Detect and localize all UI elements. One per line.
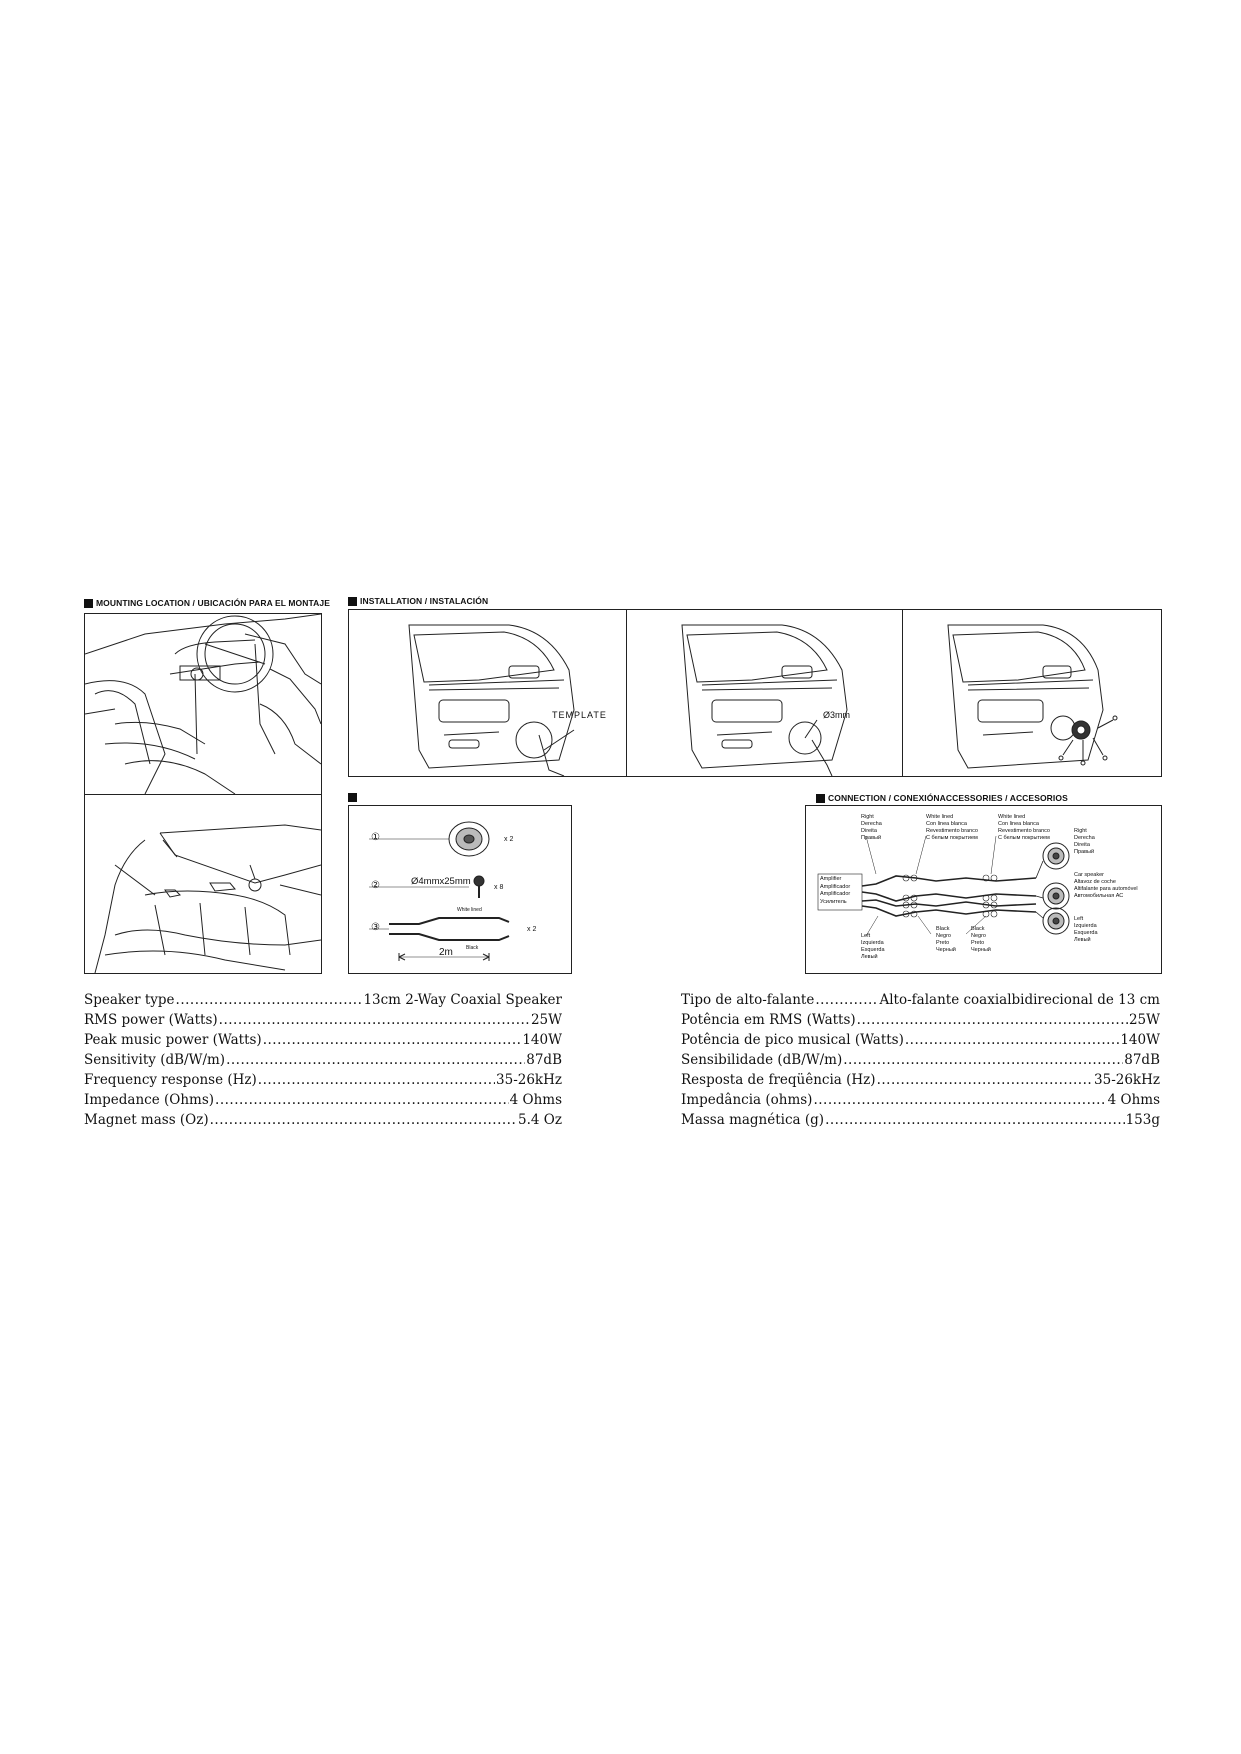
drill-label: Ø3mm <box>823 710 850 720</box>
spec-row <box>681 990 1160 1010</box>
item-3-white-label: White lined <box>457 907 482 913</box>
spec-value: 87dB <box>1124 1052 1160 1068</box>
installation-header <box>348 596 488 606</box>
car-speaker-en: Car speaker <box>1074 872 1104 878</box>
right-top-pt: Direita <box>861 828 877 834</box>
white-lined-1-es: Con linea blanca <box>926 821 967 827</box>
item-1-qty: x 2 <box>504 836 514 843</box>
white-lined-2-es: Con linea blanca <box>998 821 1039 827</box>
connection-header <box>816 793 1068 803</box>
spec-row <box>681 1030 1160 1050</box>
spec-label: Potência em RMS (Watts) <box>681 1012 856 1028</box>
amplifier-ru: Усилитель <box>820 898 847 905</box>
black-2-pt: Preto <box>971 940 985 946</box>
spec-label: Impedance (Ohms) <box>84 1092 215 1108</box>
spec-label: Massa magnética (g) <box>681 1112 825 1128</box>
white-lined-label-2 <box>998 814 1050 842</box>
right-side-pt: Direita <box>1074 842 1090 848</box>
right-side-es: Derecha <box>1074 835 1095 841</box>
black-1-es: Negro <box>936 933 951 939</box>
spec-label: Resposta de freqüência (Hz) <box>681 1072 876 1088</box>
white-lined-2-en: White lined <box>998 814 1026 820</box>
spec-value: 140W <box>522 1032 562 1048</box>
spec-row <box>681 1070 1160 1090</box>
spec-value: 153g <box>1125 1112 1160 1128</box>
car-speaker-label <box>1074 872 1138 900</box>
spec-row <box>84 1070 562 1090</box>
spec-label: RMS power (Watts) <box>84 1012 218 1028</box>
left-side-pt: Esquerda <box>1074 930 1098 936</box>
amplifier-pt: Amplificador <box>820 891 851 897</box>
spec-label: Sensitivity (dB/W/m) <box>84 1052 226 1068</box>
amplifier-label <box>820 876 850 906</box>
spec-label: Magnet mass (Oz) <box>84 1112 209 1128</box>
spec-value: 25W <box>1128 1012 1160 1028</box>
left-bottom-es: Izquierda <box>861 940 884 946</box>
right-side-en: Right <box>1074 828 1087 834</box>
spec-label: Sensibilidade (dB/W/m) <box>681 1052 843 1068</box>
spec-row <box>681 1110 1160 1130</box>
black-label-1 <box>936 926 956 954</box>
car-speaker-ru: Автомобильная АС <box>1074 893 1124 899</box>
spec-row <box>84 1050 562 1070</box>
mounting-header-text: MOUNTING LOCATION / UBICACIÓN PARA EL MONTAJE <box>96 598 330 608</box>
spec-label: Tipo de alto-falante <box>681 992 815 1008</box>
header-square-icon <box>816 794 825 803</box>
connection-panel <box>805 805 1162 974</box>
spec-value: 5.4 Oz <box>518 1112 562 1128</box>
right-top-en: Right <box>861 814 874 820</box>
item-1-number: ① <box>371 832 380 843</box>
template-label: TEMPLATE <box>552 710 607 720</box>
spec-value: 4 Ohms <box>509 1092 562 1108</box>
spec-row <box>84 1030 562 1050</box>
car-speaker-pt: Altifalante para automóvel <box>1074 886 1138 892</box>
left-bottom-label <box>861 933 885 961</box>
left-side-en: Left <box>1074 916 1084 922</box>
spec-value: 13cm 2-Way Coaxial Speaker <box>363 992 562 1008</box>
header-square-icon <box>348 793 357 802</box>
connection-header-text: CONNECTION / CONEXIÓNACCESSORIES / ACCESORIOS <box>828 793 1068 803</box>
header-square-icon <box>84 599 93 608</box>
spec-row <box>84 1010 562 1030</box>
white-lined-1-ru: С белым покрытием <box>926 835 978 841</box>
specs-english <box>84 990 562 1130</box>
spec-row <box>681 1050 1160 1070</box>
left-bottom-ru: Левый <box>861 954 878 960</box>
right-side-label <box>1074 828 1095 856</box>
left-bottom-en: Left <box>861 933 871 939</box>
left-side-label <box>1074 916 1098 944</box>
item-3-qty: x 2 <box>527 926 537 933</box>
right-top-label <box>861 814 882 842</box>
header-square-icon <box>348 597 357 606</box>
white-lined-1-en: White lined <box>926 814 954 820</box>
black-label-2 <box>971 926 991 954</box>
specs-portuguese <box>681 990 1160 1130</box>
accessories-panel <box>348 805 572 974</box>
installation-step-1 <box>348 609 628 777</box>
spec-row <box>681 1010 1160 1030</box>
black-2-en: Black <box>971 926 985 932</box>
black-2-ru: Черный <box>971 947 991 953</box>
spec-label: Speaker type <box>84 992 175 1008</box>
item-2-qty: x 8 <box>494 884 504 891</box>
black-2-es: Negro <box>971 933 986 939</box>
item-2-number: ② <box>371 880 380 891</box>
item-3-black-label: Black <box>466 945 479 951</box>
spec-value: 87dB <box>526 1052 562 1068</box>
accessories-header <box>348 793 360 802</box>
spec-label: Peak music power (Watts) <box>84 1032 262 1048</box>
black-1-pt: Preto <box>936 940 950 946</box>
mounting-rear-illustration <box>84 794 322 974</box>
cable-length: 2m <box>439 947 453 958</box>
left-side-es: Izquierda <box>1074 923 1097 929</box>
installation-header-text: INSTALLATION / INSTALACIÓN <box>360 596 489 606</box>
mounting-header <box>84 598 330 608</box>
right-top-ru: Правый <box>861 835 882 841</box>
spec-row <box>84 990 562 1010</box>
spec-label: Frequency response (Hz) <box>84 1072 257 1088</box>
spec-value: 140W <box>1120 1032 1160 1048</box>
installation-step-3 <box>902 609 1162 777</box>
amplifier-en: Amplifier <box>820 876 842 882</box>
spec-value: 35-26kHz <box>496 1072 562 1088</box>
amplifier-es: Amplificador <box>820 883 851 890</box>
left-bottom-pt: Esquerda <box>861 947 885 953</box>
car-speaker-es: Altavoz de coche <box>1074 879 1116 885</box>
mounting-front-illustration <box>84 613 322 795</box>
spec-value: 35-26kHz <box>1094 1072 1160 1088</box>
spec-row <box>84 1090 562 1110</box>
spec-row <box>84 1110 562 1130</box>
right-top-es: Derecha <box>861 821 882 827</box>
spec-value: Alto-falante coaxialbidirecional de 13 cm <box>879 992 1160 1008</box>
item-3-number: ③ <box>371 922 380 933</box>
spec-label: Potência de pico musical (Watts) <box>681 1032 904 1048</box>
black-1-ru: Черный <box>936 947 956 953</box>
spec-row <box>681 1090 1160 1110</box>
white-lined-1-pt: Revestimento branco <box>926 828 978 834</box>
white-lined-label-1 <box>926 814 978 842</box>
spec-label: Impedância (ohms) <box>681 1092 813 1108</box>
white-lined-2-ru: С белым покрытием <box>998 835 1050 841</box>
black-1-en: Black <box>936 926 950 932</box>
left-side-ru: Левый <box>1074 937 1091 943</box>
spec-value: 4 Ohms <box>1107 1092 1160 1108</box>
spec-value: 25W <box>530 1012 562 1028</box>
item-2-label: Ø4mmx25mm <box>411 876 471 887</box>
installation-step-2 <box>626 609 904 777</box>
right-side-ru: Правый <box>1074 849 1095 855</box>
white-lined-2-pt: Revestimento branco <box>998 828 1050 834</box>
